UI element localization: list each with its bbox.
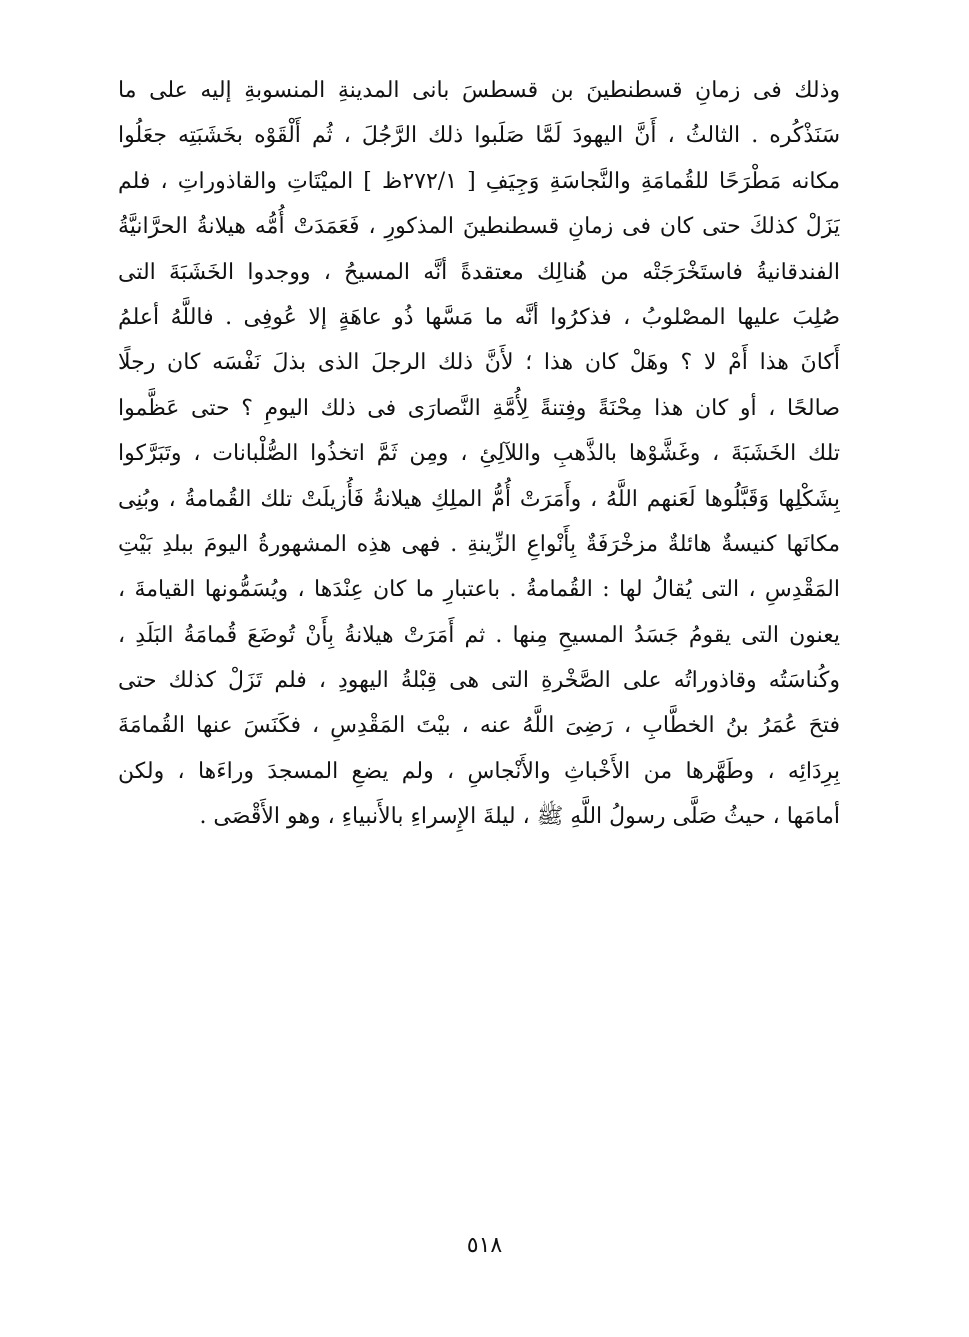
text-line: الفندقانيةُ فاستَخْرَجَتْه من هُنالِك معتقدةً أنَّه المسيحُ ، ووجدوا الخَشَبَةَ التى: [118, 259, 840, 285]
text-line: بِرِدَائِه ، وطَهَّرها من الأَخْباثِ والأَنْجاسِ ، ولم يضعِ المسجدَ وراءَها ، ولكن: [118, 758, 840, 784]
page-number: ٥١٨: [466, 1233, 503, 1258]
text-line: صُلِبَ عليها المصْلوبُ ، فذكرُوا أنَّه ما مَسَّها ذُو عاهَةٍ إلا عُوفِى . فاللَّهُ أعلمُ: [118, 304, 840, 330]
text-line: بِشَكْلِها وَقَبَّلُوها لَعَنهم اللَّهُ ، وأَمَرَتْ أُمُّ الملِكِ هيلانةُ فَأُزيلَتْ تلك القُمامةُ ، وبُنِى: [118, 486, 840, 512]
text-line: أَكانَ هذا أَمْ لا ؟ وهَلْ كان هذا ؛ لأَنَّ ذلك الرجلَ الذى بذلَ نَفْسَه كان رجلًا: [118, 350, 840, 376]
text-line: سَنَذْكُره . الثالثُ ، أَنَّ اليهودَ لَمَّا صَلَبوا ذلك الرَّجُلَ ، ثُم أَلْقَوْه بخَشَبَتِه جعَلُوا: [118, 123, 840, 149]
text-line: وذلك فى زمانِ قسطنطينَ بن قسطسَ بانى المدينةِ المنسوبةِ إليه على ما: [118, 78, 840, 103]
text-line: وكُناسَتُه وقاذوراتُه على الصَّخْرةِ التى هى قِبْلةُ اليهودِ ، فلم تَزَلْ كذلك حتى: [118, 668, 840, 694]
text-line-last: أمامَها ، حيثُ صَلَّى رسولُ اللَّهِ ﷺ ، ليلةَ الإِسراءِ بالأَنبياءِ ، وهو الأَقْصَى .: [199, 804, 840, 830]
text-line: صالحًا ، أو كان هذا مِحْنَةً وفِتنةً لِأُمَّةِ النَّصارَى فى ذلك اليومِ ؟ حتى عَظَّموا: [118, 395, 840, 421]
text-line: مكانَها كنيسةٌ هائلةٌ مزخْرَفَةٌ بِأَنْواعِ الزِّينةِ . فهى هذِه المشهورةُ اليومَ ببلدِ بَيْتِ: [118, 531, 840, 557]
body-text: [118, 68, 840, 840]
text-line: يعنون التى يقومُ جَسَدُ المسيحِ مِنها . ثم أَمَرَتْ هيلانةُ بِأَنْ تُوضَعَ قُمامَةُ البَلَدِ ،: [118, 622, 840, 648]
text-line: فتحَ عُمَرُ بنُ الخطَّابِ ، رَضِىَ اللَّهُ عنه ، بيْتَ المَقْدِسِ ، فكَنَسَ عنها القُمامَةَ: [118, 713, 840, 739]
text-line: تلك الخَشَبَةَ ، وغَشَّوْها بالذَّهبِ واللآلِئِ ، ومِن ثَمَّ اتخذُوا الصُّلْبانات ، وتَبَرَّكوا: [118, 441, 840, 467]
text-line: المَقْدِسِ ، التى يُقالُ لها : القُمامةُ . باعتبارِ ما كان عِنْدَها ، ويُسَمُّونها القيامةَ ،: [118, 577, 840, 603]
text-line: مكانه مَطْرَحًا للقُمامَةِ والنَّجاسَةِ وَجِيَفِ [ ٢٧٢/١ظ ] الميْتَاتِ والقاذوراتِ ، فلم: [118, 168, 840, 194]
text-line: يَزَلْ كذلكَ حتى كان فى زمانِ قسطنطينَ المذكورِ ، فَعَمَدَتْ أُمُّه هيلانةُ الحرَّانيَّةُ: [118, 214, 840, 240]
